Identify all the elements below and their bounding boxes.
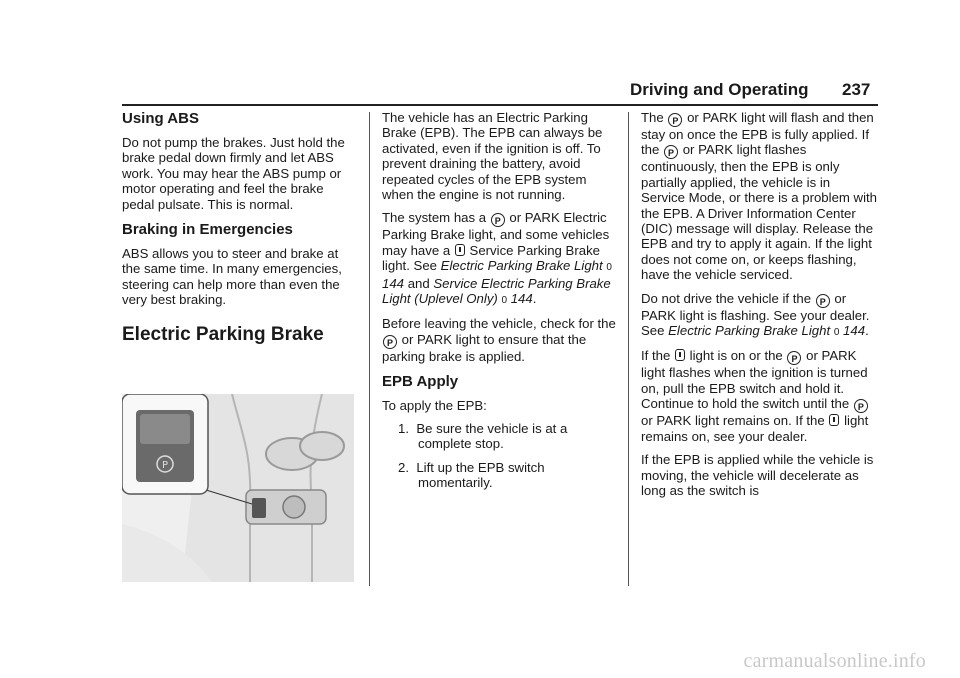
step-text: Be sure the vehicle is at a complete stop. — [416, 420, 568, 452]
heading-electric-parking-brake: Electric Parking Brake — [122, 323, 324, 345]
text-span: or PARK light will flash and then stay on once the EPB is fully applied. If the — [641, 110, 874, 158]
ref-epb-light[interactable]: Electric Parking Brake Light — [668, 323, 831, 339]
paragraph-applied-moving: If the EPB is applied while the vehicle is moving, the vehicle will decelerate as long as the switch is — [641, 452, 874, 498]
ref-epb-light[interactable]: Electric Parking Brake Light — [440, 258, 603, 274]
list-item — [398, 420, 618, 452]
text-span: and — [407, 275, 430, 291]
service-brake-icon — [455, 244, 465, 256]
text-span: If the — [641, 348, 671, 364]
heading-braking-emergencies: Braking in Emergencies — [122, 221, 293, 239]
column-left — [122, 110, 356, 346]
park-brake-icon: P — [491, 213, 505, 227]
paragraph-do-not-drive: Do not drive the vehicle if the P or PARK light is flashing. See your dealer. See Electric Parking Brake Light 0 144. — [641, 290, 870, 339]
paragraph-system-lights: The system has a P or PARK Electric Parking Brake light, and some vehicles may have a Service Parking Brake light. See Electric Parking Brake Light 0 144 and Service Electric Parking Brake Light (Uplevel Only) 0 144. — [382, 210, 612, 307]
text-span: or PARK light flashes continuously, then the EPB is only partially applied, the vehicle is in Service Mode, or there is a problem with the EPB. A Driver Information Center (DIC) message will display. Release the EPB and try to apply it again. If the light does not come on, or keeps flashing, have the vehicle serviced. — [641, 142, 878, 283]
page-ref-arrow-icon: 0 — [606, 262, 612, 274]
step-number: 1. — [398, 420, 409, 436]
list-item — [398, 459, 618, 491]
text-span: or PARK light remains on. If the — [641, 413, 825, 429]
text-span: Before leaving the vehicle, check for the — [382, 316, 616, 332]
paragraph-epb-intro: The vehicle has an Electric Parking Brake (EPB). The EPB can always be activated, even if the ignition is off. To prevent draining the battery, avoid repeated cycles of the EPB system when the engine is not running. — [382, 110, 603, 203]
heading-epb-apply: EPB Apply — [382, 373, 459, 391]
steps-list — [382, 421, 618, 491]
column-divider-1 — [369, 112, 370, 586]
svg-text:P: P — [161, 460, 169, 471]
site-watermark: carmanualsonline.info — [743, 650, 926, 672]
paragraph-ignition — [641, 348, 877, 444]
service-brake-icon — [829, 414, 839, 426]
text-span: or PARK Electric Parking Brake light, and some vehicles may have a — [382, 210, 610, 258]
page-ref-arrow-icon: 0 — [501, 295, 508, 307]
text-span: The — [641, 110, 664, 125]
text-span: light remains on, see your dealer. — [641, 413, 869, 444]
epb-switch-illustration — [122, 394, 354, 582]
paragraph-to-apply: To apply the EPB: — [382, 398, 487, 414]
paragraph-emergencies: ABS allows you to steer and brake at the same time. In many emergencies, steering can help more than even the very best braking. — [122, 246, 342, 308]
section-title: Driving and Operating — [630, 80, 809, 99]
paragraph-abs: Do not pump the brakes. Just hold the brake pedal down firmly and let ABS work. You may hear the ABS pump or motor operating and feel the brake pedal pulsate. This is normal. — [122, 135, 345, 212]
column-divider-2 — [628, 112, 629, 586]
paragraph-park-light-flash — [641, 110, 877, 283]
park-brake-icon: P — [854, 399, 868, 413]
text-span: or PARK light flashes when the ignition is turned on, pull the EPB switch and hold it. Continue to hold the switch until the — [641, 348, 868, 412]
column-middle — [382, 110, 618, 490]
console-drawing-icon — [122, 394, 354, 582]
park-brake-icon: P — [664, 145, 678, 159]
heading-using-abs: Using ABS — [122, 110, 199, 127]
text-span: Do not drive the vehicle if the — [641, 290, 812, 306]
park-brake-icon: P — [787, 351, 801, 365]
service-brake-icon — [675, 349, 685, 361]
text-span: or PARK light is flashing. See your dealer. See — [641, 290, 870, 339]
column-right — [641, 110, 877, 498]
text-span: The system has a — [382, 210, 487, 226]
text-span: Service Parking Brake light. See — [382, 242, 600, 274]
page-number: 237 — [842, 80, 871, 99]
text-span: light is on or the — [689, 348, 783, 364]
ref-page-144[interactable]: 144 — [382, 275, 405, 291]
park-brake-icon: P — [816, 294, 830, 308]
header-rule — [122, 104, 878, 106]
page-ref-arrow-icon: 0 — [833, 327, 840, 339]
park-brake-icon: P — [383, 335, 397, 349]
ref-page-144-b[interactable]: 144 — [510, 291, 533, 307]
ref-page-144[interactable]: 144 — [843, 323, 866, 339]
step-number: 2. — [398, 459, 409, 475]
park-brake-icon: P — [668, 113, 682, 127]
ref-service-epb-light[interactable]: Service Electric Parking Brake Light (Uplevel Only) — [382, 275, 611, 307]
step-text: Lift up the EPB switch momentarily. — [416, 459, 545, 490]
paragraph-before-leaving — [382, 316, 618, 364]
text-span: or PARK light to ensure that the parking brake is applied. — [382, 331, 587, 364]
